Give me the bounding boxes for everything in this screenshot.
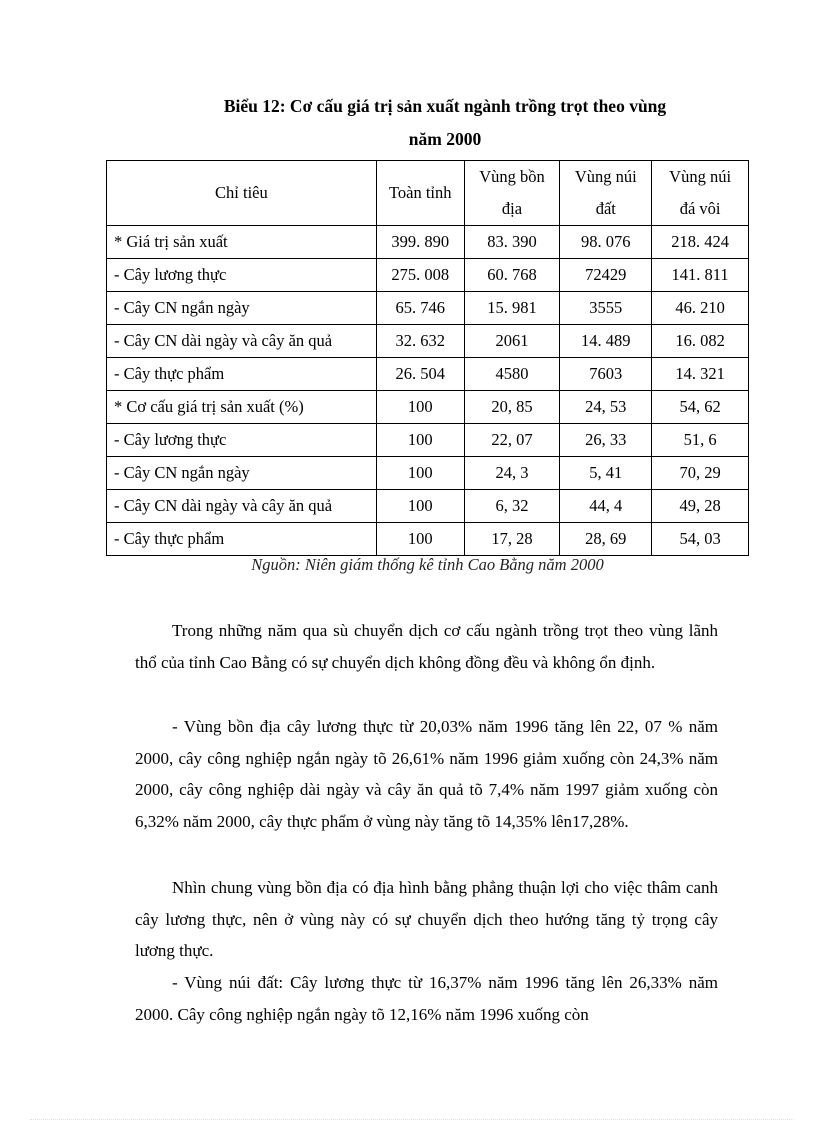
cell-vung-nui-dat: 26, 33 — [560, 424, 652, 457]
table-header-row — [107, 161, 749, 226]
page-bottom-rule — [30, 1119, 794, 1120]
cell-toan-tinh: 100 — [376, 391, 464, 424]
header-vung-nui-da-voi-line1: Vùng núi — [669, 167, 732, 186]
table-row — [107, 259, 749, 292]
cell-toan-tinh: 100 — [376, 424, 464, 457]
cell-vung-bon-dia: 2061 — [464, 325, 560, 358]
cell-vung-nui-dat: 3555 — [560, 292, 652, 325]
cell-vung-bon-dia: 6, 32 — [464, 490, 560, 523]
header-chi-tieu: Chỉ tiêu — [107, 161, 377, 226]
cell-vung-nui-dat: 44, 4 — [560, 490, 652, 523]
header-vung-nui-dat-line2: đất — [595, 199, 616, 218]
cell-vung-bon-dia: 15. 981 — [464, 292, 560, 325]
row-label: - Cây CN dài ngày và cây ăn quả — [107, 490, 377, 523]
header-vung-bon-dia-line1: Vùng bồn — [479, 167, 545, 186]
table-row — [107, 325, 749, 358]
cell-vung-nui-da-voi: 141. 811 — [652, 259, 749, 292]
production-structure-table — [106, 160, 749, 556]
cell-toan-tinh: 65. 746 — [376, 292, 464, 325]
cell-vung-bon-dia: 20, 85 — [464, 391, 560, 424]
cell-vung-nui-da-voi: 54, 03 — [652, 523, 749, 556]
cell-toan-tinh: 32. 632 — [376, 325, 464, 358]
header-toan-tinh: Toàn tỉnh — [376, 161, 464, 226]
table-row — [107, 490, 749, 523]
body-paragraph: - Vùng núi đất: Cây lương thực từ 16,37% năm 1996 tăng lên 26,33% năm 2000. Cây công nghiệp ngắn ngày tõ 12,16% năm 1996 xuống còn — [135, 973, 718, 1024]
cell-toan-tinh: 26. 504 — [376, 358, 464, 391]
cell-toan-tinh: 275. 008 — [376, 259, 464, 292]
cell-vung-nui-dat: 5, 41 — [560, 457, 652, 490]
cell-vung-bon-dia: 24, 3 — [464, 457, 560, 490]
table-row — [107, 424, 749, 457]
cell-vung-nui-dat: 14. 489 — [560, 325, 652, 358]
cell-vung-nui-da-voi: 14. 321 — [652, 358, 749, 391]
header-vung-nui-da-voi-line2: đá vôi — [679, 199, 721, 218]
cell-vung-nui-da-voi: 46. 210 — [652, 292, 749, 325]
header-vung-bon-dia-line2: địa — [501, 199, 523, 218]
row-label: - Cây lương thực — [107, 424, 377, 457]
row-label: * Giá trị sản xuất — [107, 226, 377, 259]
cell-toan-tinh: 100 — [376, 457, 464, 490]
table-title-year: năm 2000 — [408, 129, 482, 149]
row-label: - Cây lương thực — [107, 259, 377, 292]
table-row — [107, 292, 749, 325]
cell-vung-nui-da-voi: 49, 28 — [652, 490, 749, 523]
cell-vung-bon-dia: 22, 07 — [464, 424, 560, 457]
cell-vung-nui-dat: 72429 — [560, 259, 652, 292]
cell-vung-nui-dat: 24, 53 — [560, 391, 652, 424]
body-paragraph: - Vùng bồn địa cây lương thực từ 20,03% năm 1996 tăng lên 22, 07 % năm 2000, cây công nghiệp ngắn ngày tõ 26,61% năm 1996 giảm xuống còn 24,3% năm 2000, cây công nghiệp dài ngày và cây ăn quả tõ 7,4% năm 1997 giảm xuống còn 6,32% năm 2000, cây thực phẩm ở vùng này tăng tõ 14,35% lên17,28%. — [135, 717, 718, 831]
table-row — [107, 523, 749, 556]
table-title: Biểu 12: Cơ cấu giá trị sản xuất ngành trồng trọt theo vùng — [223, 96, 667, 116]
cell-vung-nui-da-voi: 54, 62 — [652, 391, 749, 424]
table-row — [107, 226, 749, 259]
cell-vung-bon-dia: 17, 28 — [464, 523, 560, 556]
header-vung-nui-da-voi — [652, 161, 749, 226]
cell-vung-bon-dia: 83. 390 — [464, 226, 560, 259]
header-vung-nui-dat — [560, 161, 652, 226]
body-paragraph: Nhìn chung vùng bồn địa có địa hình bằng phẳng thuận lợi cho việc thâm canh cây lương thực, nên ở vùng này có sự chuyển dịch theo hướng tăng tỷ trọng cây lương thực. — [135, 878, 718, 960]
cell-toan-tinh: 399. 890 — [376, 226, 464, 259]
cell-vung-bon-dia: 4580 — [464, 358, 560, 391]
cell-vung-nui-da-voi: 51, 6 — [652, 424, 749, 457]
cell-vung-nui-dat: 7603 — [560, 358, 652, 391]
table-row — [107, 358, 749, 391]
table-row — [107, 391, 749, 424]
row-label: * Cơ cấu giá trị sản xuất (%) — [107, 391, 377, 424]
row-label: - Cây CN ngắn ngày — [107, 457, 377, 490]
cell-vung-nui-da-voi: 218. 424 — [652, 226, 749, 259]
cell-toan-tinh: 100 — [376, 490, 464, 523]
header-vung-nui-dat-line1: Vùng núi — [574, 167, 637, 186]
header-vung-bon-dia — [464, 161, 560, 226]
row-label: - Cây CN ngắn ngày — [107, 292, 377, 325]
body-paragraph: Trong những năm qua sù chuyển dịch cơ cấu ngành trồng trọt theo vùng lãnh thổ của tỉnh Cao Bằng có sự chuyển dịch không đồng đều và không ổn định. — [135, 621, 718, 672]
cell-vung-nui-dat: 28, 69 — [560, 523, 652, 556]
cell-toan-tinh: 100 — [376, 523, 464, 556]
cell-vung-bon-dia: 60. 768 — [464, 259, 560, 292]
row-label: - Cây thực phẩm — [107, 358, 377, 391]
cell-vung-nui-da-voi: 16. 082 — [652, 325, 749, 358]
row-label: - Cây CN dài ngày và cây ăn quả — [107, 325, 377, 358]
cell-vung-nui-dat: 98. 076 — [560, 226, 652, 259]
cell-vung-nui-da-voi: 70, 29 — [652, 457, 749, 490]
table-row — [107, 457, 749, 490]
row-label: - Cây thực phẩm — [107, 523, 377, 556]
table-source-note: Nguồn: Niên giám thống kê tỉnh Cao Bằng năm 2000 — [251, 555, 604, 574]
